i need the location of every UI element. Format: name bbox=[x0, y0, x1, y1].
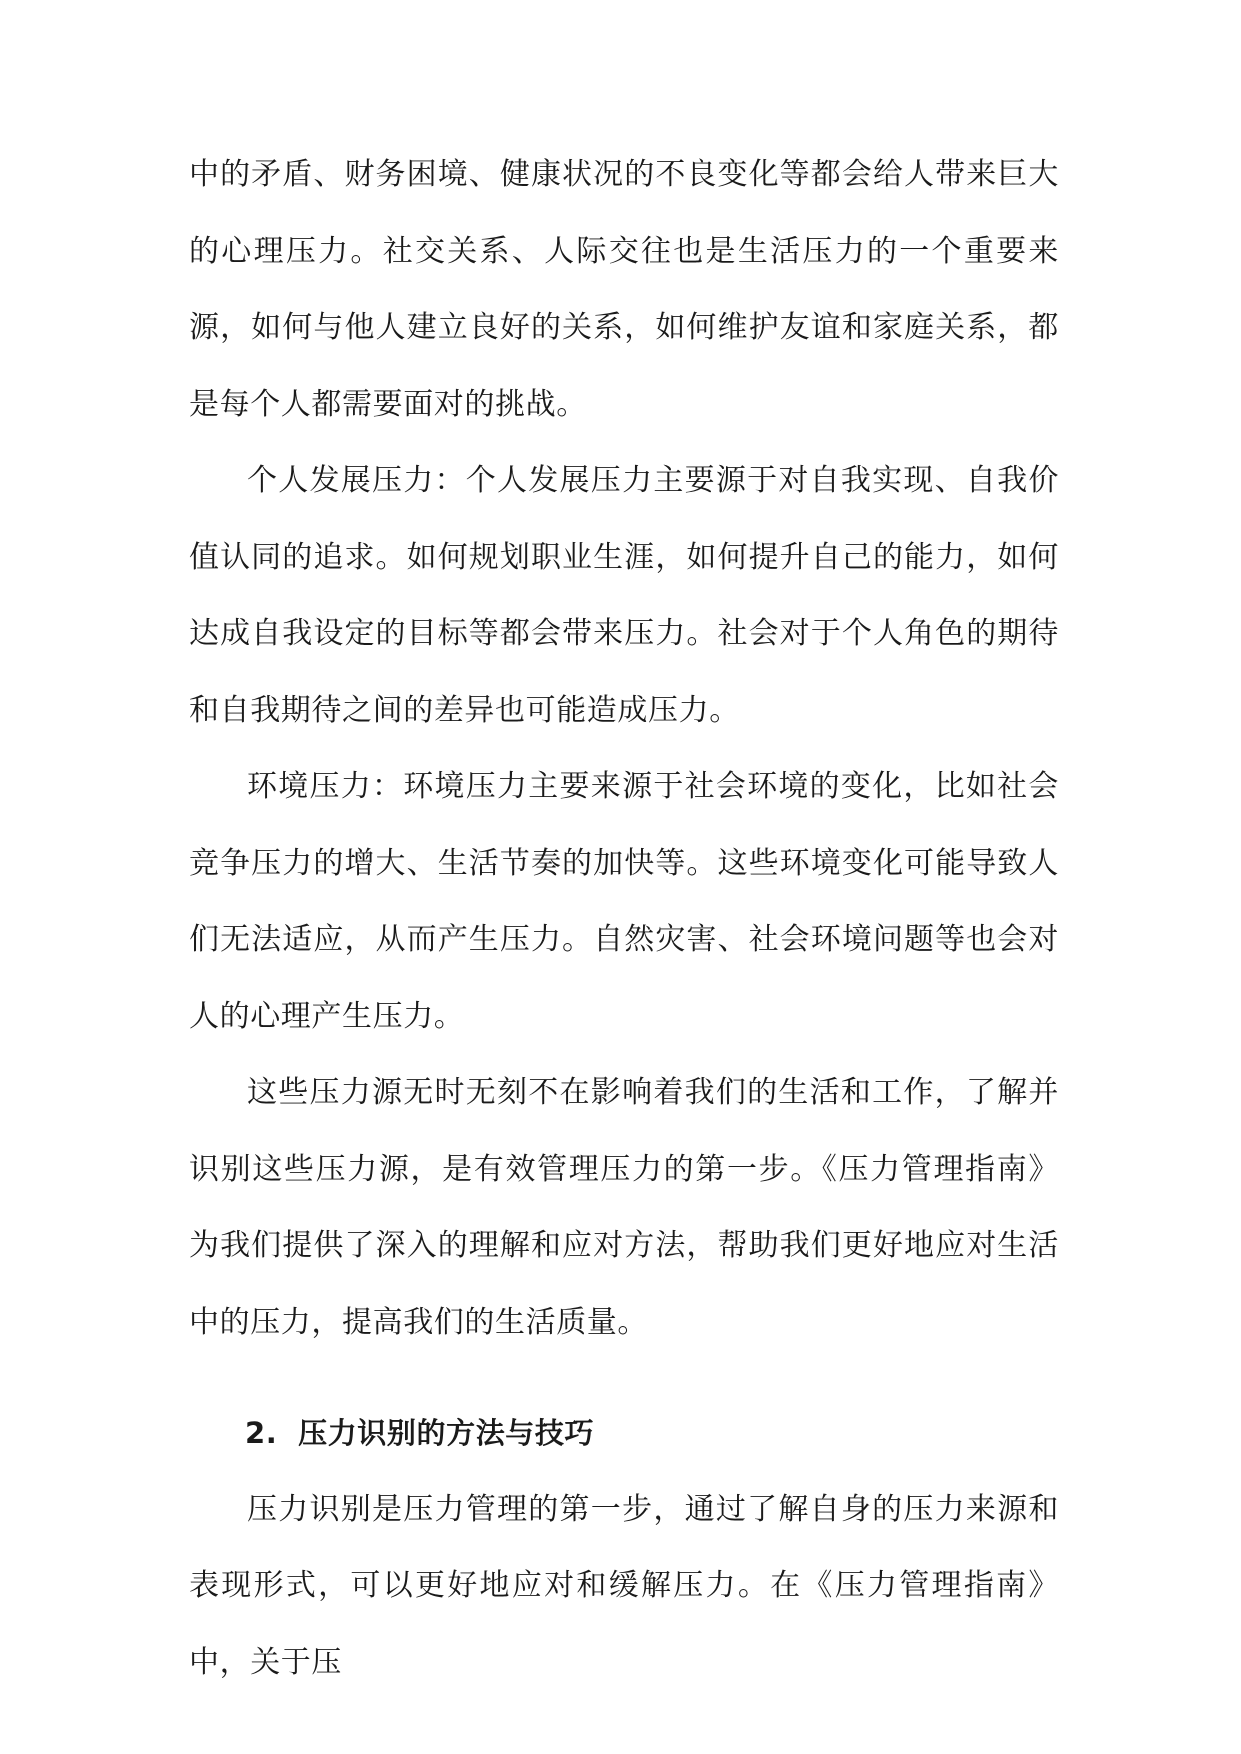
paragraph-personal-development-pressure: 个人发展压力：个人发展压力主要源于对自我实现、自我价值认同的追求。如何规划职业生涯，如何提升自己的能力，如何达成自我设定的目标等都会带来压力。社会对于个人角色的期待和自我期待之间的差异也可能造成压力。 bbox=[189, 463, 1059, 728]
section-heading bbox=[189, 1395, 1059, 1472]
paragraph-environmental-pressure: 环境压力：环境压力主要来源于社会环境的变化，比如社会竞争压力的增大、生活节奏的加快等。这些环境变化可能导致人们无法适应，从而产生压力。自然灾害、社会环境问题等也会对人的心理产生压力。 bbox=[189, 769, 1059, 1034]
paragraph-continuation: 中的矛盾、财务困境、健康状况的不良变化等都会给人带来巨大的心理压力。社交关系、人际交往也是生活压力的一个重要来源，如何与他人建立良好的关系，如何维护友谊和家庭关系，都是每个人都需要面对的挑战。 bbox=[189, 157, 1059, 422]
paragraph-summary: 这些压力源无时无刻不在影响着我们的生活和工作，了解并识别这些压力源，是有效管理压力的第一步。《压力管理指南》为我们提供了深入的理解和应对方法，帮助我们更好地应对生活中的压力，提高我们的生活质量。 bbox=[189, 1075, 1059, 1340]
document-body bbox=[189, 137, 1059, 1701]
section-title: 压力识别的方法与技巧 bbox=[298, 1416, 595, 1450]
section-number: 2. bbox=[245, 1416, 278, 1450]
paragraph-pressure-identification: 压力识别是压力管理的第一步，通过了解自身的压力来源和表现形式，可以更好地应对和缓解压力。在《压力管理指南》中，关于压 bbox=[189, 1491, 1059, 1680]
